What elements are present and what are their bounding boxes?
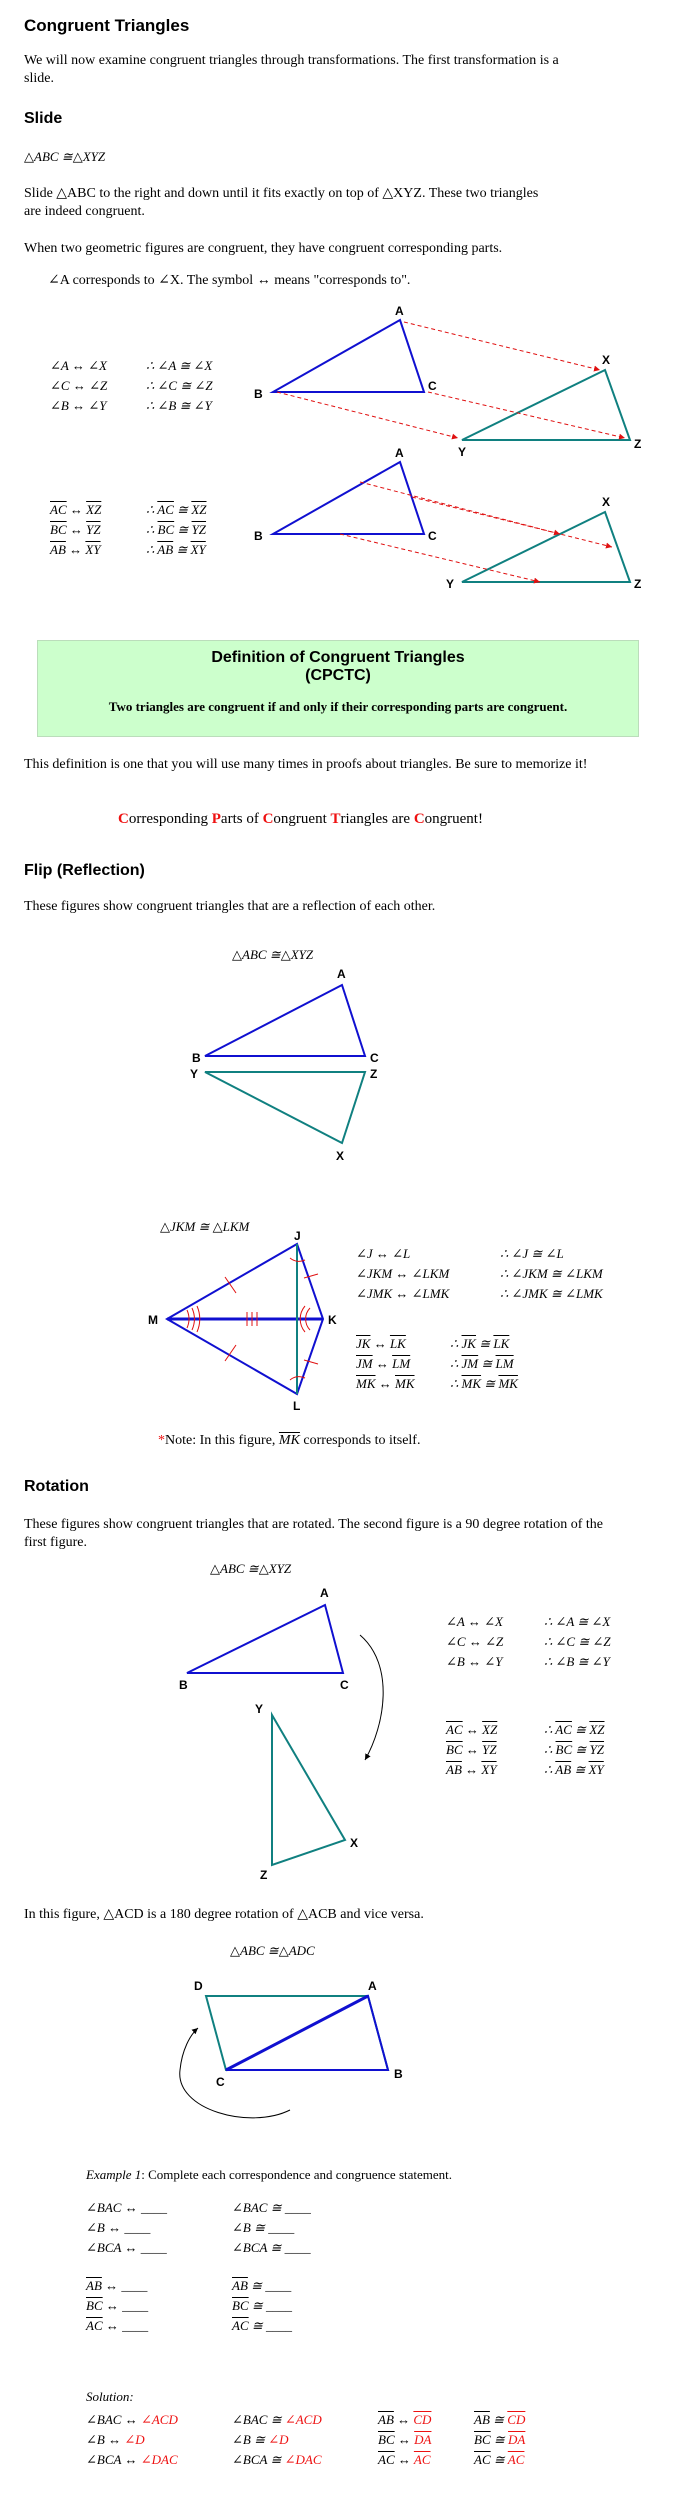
vertex-x: X <box>602 495 611 509</box>
vertex-z: Z <box>370 1067 378 1081</box>
definition-box <box>37 640 639 737</box>
rotation-angle-cong-list <box>544 1612 611 1672</box>
vertex-y: Y <box>458 445 467 459</box>
vertex-b: B <box>179 1678 188 1692</box>
rotation-diagram <box>170 1575 410 1890</box>
side-xz: $\overline{XZ}$ <box>191 502 207 517</box>
slide-angle-corr-1: ∠A ↔ ∠X <box>50 358 107 373</box>
side-lk: $\overline{LK}$ <box>493 1336 510 1351</box>
slide-text-1: Slide △ABC to the right and down until it fits exactly on top of △XYZ. These two triangles are indeed congruent. <box>24 186 539 219</box>
rotation-angle-cong-2: ∴ ∠C ≅ ∠Z <box>544 1634 611 1649</box>
flip-angle-list <box>356 1244 449 1304</box>
vertex-x: X <box>350 1836 359 1850</box>
mnemonic-word: arts of <box>220 811 263 827</box>
slide-angle-cong-2: ∴ ∠C ≅ ∠Z <box>146 378 213 393</box>
sol-angle-left: ∠BAC ↔ <box>86 2412 141 2427</box>
solution-side-cong-list: $\overline{AB}$ ≅ $\overline{CD}$ $\overline{BC}$ ≅ $\overline{DA}$ $\overline{AC}$ ≅ $\overline{AC}$ <box>474 2412 526 2467</box>
example-angle-corr-2: ∠B ↔ ____ <box>86 2220 151 2235</box>
mnemonic-letter: P <box>211 811 221 827</box>
flip-side-cong-list: ∴ $\overline{JK}$ ≅ $\overline{LK}$ ∴ $\overline{JM}$ ≅ $\overline{LM}$ ∴ $\overline{MK}$ ≅ $\overline{MK}$ <box>450 1336 518 1391</box>
vertex-c: C <box>428 529 437 543</box>
example-side-list <box>86 2276 148 2336</box>
slide-text-3: ∠A corresponds to ∠X. The symbol ↔ means "corresponds to". <box>48 273 411 288</box>
mnemonic-letter: C <box>262 811 274 827</box>
sol-angle-answer: ∠D <box>124 2432 145 2447</box>
vertex-b: B <box>192 1051 201 1065</box>
example-side-cong-list <box>232 2276 292 2336</box>
flip-congruence: △ABC ≅△XYZ <box>232 947 314 962</box>
rotation-text-2: In this figure, △ACD is a 180 degree rotation of △ACB and vice versa. <box>24 1907 424 1922</box>
vertex-j: J <box>294 1230 301 1243</box>
vertex-x: X <box>602 353 611 367</box>
vertex-x: X <box>336 1149 345 1163</box>
side-xz: $\overline{XZ}$ <box>589 1722 605 1737</box>
side-da: $\overline{DA}$ <box>414 2432 432 2447</box>
vertex-z: Z <box>634 577 642 591</box>
side-mk: $\overline{MK}$ <box>498 1376 518 1391</box>
definition-subtitle: (CPCTC) <box>305 667 371 684</box>
side-xy: $\overline{XY}$ <box>85 542 101 557</box>
mnemonic-letter: C <box>413 811 425 827</box>
rotation-angle-cong-3: ∴ ∠B ≅ ∠Y <box>544 1654 610 1669</box>
solution-angle-cong-list <box>232 2410 322 2470</box>
vertex-c: C <box>340 1678 349 1692</box>
slide-side-list: $\overline{AC}$ ↔ $\overline{XZ}$ $\overline{BC}$ ↔ $\overline{YZ}$ $\overline{AB}$ ↔ $\overline{XY}$ <box>50 502 102 557</box>
slide-side-cong-list: ∴ $\overline{AC}$ ≅ $\overline{XZ}$ ∴ $\overline{BC}$ ≅ $\overline{YZ}$ ∴ $\overline{AB}$ ≅ $\overline{XY}$ <box>146 502 207 557</box>
solution-angle-list <box>86 2410 178 2470</box>
example-text: : Complete each correspondence and congruence statement. <box>141 2167 453 2182</box>
rotation-angle-corr-3: ∠B ↔ ∠Y <box>446 1654 503 1669</box>
side-ac: $\overline{AC}$ <box>157 502 174 517</box>
side-ac: $\overline{AC}$ <box>50 502 67 517</box>
vertex-y: Y <box>190 1067 199 1081</box>
note-text-end: corresponds to itself. <box>299 1433 421 1448</box>
flip-congruence-2: △JKM ≅ △LKM <box>160 1219 250 1234</box>
side-ab: $\overline{AB}$ <box>50 542 66 557</box>
blank: ≅ ____ <box>248 2298 293 2313</box>
side-bc: $\overline{BC}$ <box>86 2298 103 2313</box>
side-bc: $\overline{BC}$ <box>378 2432 395 2447</box>
mnemonic-letter: T <box>330 811 341 827</box>
side-yz: $\overline{YZ}$ <box>589 1742 605 1757</box>
rotation-heading: Rotation <box>24 1478 89 1495</box>
side-jm: $\overline{JM}$ <box>461 1356 479 1371</box>
side-bc: $\overline{BC}$ <box>446 1742 463 1757</box>
blank: ↔ ____ <box>102 2318 149 2333</box>
example-label: Example 1 <box>86 2167 142 2182</box>
blank: ↔ ____ <box>101 2278 148 2293</box>
slide-angle-list <box>50 356 107 416</box>
side-mk: $\overline{MK}$ <box>395 1376 415 1391</box>
kite-diagram <box>140 1230 350 1420</box>
example-angle-corr-3: ∠BCA ↔ ____ <box>86 2240 167 2255</box>
side-ac: $\overline{AC}$ <box>413 2452 431 2467</box>
slide-angle-cong-list <box>146 356 213 416</box>
vertex-c: C <box>216 2075 225 2089</box>
vertex-a: A <box>395 304 404 318</box>
flip-angle-cong-2: ∴ ∠JKM ≅ ∠LKM <box>500 1266 603 1281</box>
side-bc: $\overline{BC}$ <box>555 1742 573 1757</box>
side-ac: $\overline{AC}$ <box>446 1722 463 1737</box>
side-xy: $\overline{XY}$ <box>481 1762 497 1777</box>
slide-angle-cong-3: ∴ ∠B ≅ ∠Y <box>146 398 212 413</box>
rotation-angle-cong-1: ∴ ∠A ≅ ∠X <box>544 1614 611 1629</box>
vertex-l: L <box>293 1399 301 1413</box>
example-angle-list <box>86 2198 167 2258</box>
sol-angle-answer: ∠ACD <box>284 2412 322 2427</box>
intro-text: We will now examine congruent triangles through transformations. The first transformation is a slide. <box>24 53 559 86</box>
mnemonic-word: ongruent <box>273 811 331 827</box>
side-bc: $\overline{BC}$ <box>50 522 67 537</box>
side-yz: $\overline{YZ}$ <box>191 522 207 537</box>
vertex-m: M <box>148 1313 158 1327</box>
vertex-y: Y <box>446 577 455 591</box>
slide-angle-cong-1: ∴ ∠A ≅ ∠X <box>146 358 213 373</box>
side-ac: $\overline{AC}$ <box>474 2452 491 2467</box>
side-bc: $\overline{BC}$ <box>474 2432 491 2447</box>
example-angle-cong-2: ∠B ≅ ____ <box>232 2220 295 2235</box>
side-mk: $\overline{MK}$ <box>461 1376 482 1391</box>
mnemonic-letter: C <box>118 811 129 827</box>
side-cd: $\overline{CD}$ <box>413 2412 432 2427</box>
slide-text-2: When two geometric figures are congruent, they have congruent corresponding parts. <box>24 241 503 256</box>
vertex-a: A <box>368 1979 377 1993</box>
side-ab: $\overline{AB}$ <box>446 1762 462 1777</box>
sol-angle-answer: ∠DAC <box>140 2452 178 2467</box>
side-xy: $\overline{XY}$ <box>190 542 206 557</box>
slide-angle-corr-2: ∠C ↔ ∠Z <box>50 378 108 393</box>
note-star: * <box>158 1433 165 1448</box>
vertex-b: B <box>394 2067 403 2081</box>
blank: ≅ ____ <box>247 2278 292 2293</box>
sol-angle-left: ∠B ≅ <box>232 2432 269 2447</box>
definition-title: Definition of Congruent Triangles <box>211 649 465 666</box>
side-ab: $\overline{AB}$ <box>378 2412 394 2427</box>
sol-angle-answer: ∠DAC <box>284 2452 322 2467</box>
slide-diagram-1 <box>240 300 660 465</box>
example-intro <box>86 2166 452 2184</box>
vertex-d: D <box>194 1979 203 1993</box>
sol-angle-left: ∠BCA ≅ <box>232 2452 285 2467</box>
sol-angle-left: ∠BCA ↔ <box>86 2452 141 2467</box>
side-mk: $\overline{MK}$ <box>356 1376 376 1391</box>
page-title: Congruent Triangles <box>24 16 190 35</box>
vertex-b: B <box>254 529 263 543</box>
example-angle-cong-1: ∠BAC ≅ ____ <box>232 2200 311 2215</box>
side-xz: $\overline{XZ}$ <box>86 502 102 517</box>
slide-angle-corr-3: ∠B ↔ ∠Y <box>50 398 107 413</box>
side-ab: $\overline{AB}$ <box>157 542 174 557</box>
side-yz: $\overline{YZ}$ <box>482 1742 497 1757</box>
slide-diagram-2 <box>240 442 660 607</box>
vertex-z: Z <box>260 1868 268 1882</box>
example-angle-cong-3: ∠BCA ≅ ____ <box>232 2240 311 2255</box>
side-ab: $\overline{AB}$ <box>86 2278 102 2293</box>
note-text: Note: In this figure, <box>165 1433 279 1448</box>
mnemonic-word: ongruent! <box>424 811 483 827</box>
example-angle-corr-1: ∠BAC ↔ ____ <box>86 2200 167 2215</box>
side-bc: $\overline{BC}$ <box>157 522 175 537</box>
rotation-congruence: △ABC ≅△XYZ <box>210 1561 292 1576</box>
sol-angle-answer: ∠ACD <box>140 2412 178 2427</box>
side-ac: $\overline{AC}$ <box>232 2318 249 2333</box>
flip-angle-corr-3: ∠JMK ↔ ∠LMK <box>356 1286 450 1301</box>
flip-side-list: $\overline{JK}$ ↔ $\overline{LK}$ $\overline{JM}$ ↔ $\overline{LM}$ $\overline{MK}$ ↔ $\overline{MK}$ <box>356 1336 415 1391</box>
flip-angle-corr-2: ∠JKM ↔ ∠LKM <box>356 1266 450 1281</box>
flip-angle-corr-1: ∠J ↔ ∠L <box>356 1246 411 1261</box>
sol-angle-answer: ∠D <box>268 2432 289 2447</box>
flip-angle-cong-list <box>500 1244 603 1304</box>
rotation-congruence-2: △ABC ≅△ADC <box>230 1943 315 1958</box>
side-jm: $\overline{JM}$ <box>356 1356 373 1371</box>
side-xy: $\overline{XY}$ <box>588 1762 604 1777</box>
side-ab: $\overline{AB}$ <box>232 2278 248 2293</box>
flip-diagram <box>180 960 400 1175</box>
side-bc: $\overline{BC}$ <box>232 2298 249 2313</box>
rotation-angle-list <box>446 1612 503 1672</box>
definition-note: This definition is one that you will use many times in proofs about triangles. Be sure to memorize it! <box>24 757 588 772</box>
vertex-c: C <box>370 1051 379 1065</box>
vertex-a: A <box>337 967 346 981</box>
sol-angle-left: ∠B ↔ <box>86 2432 125 2447</box>
mnemonic-word: orresponding <box>128 811 212 827</box>
vertex-a: A <box>320 1586 329 1600</box>
solution-label: Solution: <box>86 2389 134 2404</box>
solution-side-list: $\overline{AB}$ ↔ $\overline{CD}$ $\overline{BC}$ ↔ $\overline{DA}$ $\overline{AC}$ ↔ $\overline{AC}$ <box>378 2412 432 2467</box>
side-jk: $\overline{JK}$ <box>461 1336 476 1351</box>
parallelogram-diagram <box>150 1960 430 2140</box>
blank: ≅ ____ <box>248 2318 293 2333</box>
note-segment: $\overline{MK}$ <box>278 1433 300 1448</box>
flip-heading: Flip (Reflection) <box>24 862 145 879</box>
cpctc-mnemonic <box>118 810 483 828</box>
side-ac: $\overline{AC}$ <box>378 2452 395 2467</box>
side-xz: $\overline{XZ}$ <box>482 1722 498 1737</box>
side-ac: $\overline{AC}$ <box>86 2318 103 2333</box>
side-ab: $\overline{AB}$ <box>474 2412 490 2427</box>
definition-statement: Two triangles are congruent if and only if their corresponding parts are congruent. <box>108 699 568 714</box>
side-da: $\overline{DA}$ <box>508 2432 526 2447</box>
vertex-b: B <box>254 387 263 401</box>
vertex-c: C <box>428 379 437 393</box>
side-lm: $\overline{LM}$ <box>495 1356 514 1371</box>
rotation-text: These figures show congruent triangles that are rotated. The second figure is a 90 degree rotation of the first figure. <box>24 1517 603 1550</box>
slide-heading: Slide <box>24 110 63 127</box>
flip-note <box>158 1432 420 1450</box>
rotation-angle-corr-2: ∠C ↔ ∠Z <box>446 1634 504 1649</box>
blank: ↔ ____ <box>102 2298 149 2313</box>
side-ac: $\overline{AC}$ <box>555 1722 572 1737</box>
slide-congruence: △ABC ≅△XYZ <box>24 149 106 164</box>
side-yz: $\overline{YZ}$ <box>86 522 101 537</box>
example-angle-cong-list <box>232 2198 311 2258</box>
mnemonic-word: riangles are <box>340 811 414 827</box>
side-cd: $\overline{CD}$ <box>507 2412 526 2427</box>
side-ac: $\overline{AC}$ <box>507 2452 525 2467</box>
vertex-a: A <box>395 446 404 460</box>
vertex-k: K <box>328 1313 337 1327</box>
rotation-angle-corr-1: ∠A ↔ ∠X <box>446 1614 503 1629</box>
side-ab: $\overline{AB}$ <box>555 1762 572 1777</box>
flip-text: These figures show congruent triangles that are a reflection of each other. <box>24 899 436 914</box>
flip-angle-cong-3: ∴ ∠JMK ≅ ∠LMK <box>500 1286 603 1301</box>
side-lm: $\overline{LM}$ <box>392 1356 411 1371</box>
rotation-side-cong-list: ∴ $\overline{AC}$ ≅ $\overline{XZ}$ ∴ $\overline{BC}$ ≅ $\overline{YZ}$ ∴ $\overline{AB}$ ≅ $\overline{XY}$ <box>544 1722 605 1777</box>
flip-angle-cong-1: ∴ ∠J ≅ ∠L <box>500 1246 564 1261</box>
rotation-side-list: $\overline{AC}$ ↔ $\overline{XZ}$ $\overline{BC}$ ↔ $\overline{YZ}$ $\overline{AB}$ ↔ $\overline{XY}$ <box>446 1722 498 1777</box>
vertex-y: Y <box>255 1702 264 1716</box>
side-jk: $\overline{JK}$ <box>356 1336 371 1351</box>
side-lk: $\overline{LK}$ <box>389 1336 406 1351</box>
vertex-z: Z <box>634 437 642 451</box>
sol-angle-left: ∠BAC ≅ <box>232 2412 285 2427</box>
